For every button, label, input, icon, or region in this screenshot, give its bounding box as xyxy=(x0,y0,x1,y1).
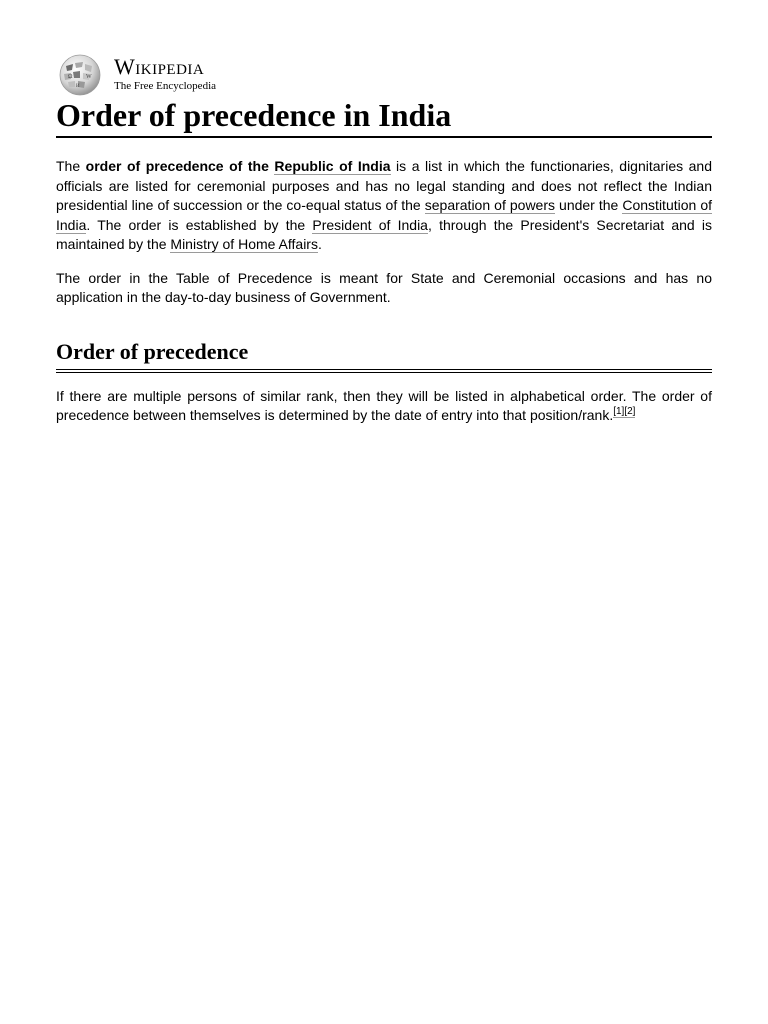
link-republic-of-india[interactable]: Republic of India xyxy=(274,158,391,174)
intro-paragraph xyxy=(56,157,712,255)
second-paragraph: The order in the Table of Precedence is meant for State and Ceremonial occasions and has no application in the day-to-day business of Government. xyxy=(56,269,712,305)
citation-link-2[interactable]: [2] xyxy=(624,406,636,418)
intro-text: , through the President's Secretariat and is maintained by the xyxy=(56,216,713,252)
citation-refs xyxy=(613,406,635,418)
link-separation-of-powers[interactable]: separation of powers xyxy=(424,197,555,213)
intro-text: . xyxy=(317,236,322,252)
svg-text:W: W xyxy=(86,74,92,80)
article-body xyxy=(56,157,712,440)
intro-text: is a list in which the functionaries, dignitaries and officials are listed for ceremonial purposes and has no legal standing and does not reflect the Indian presidential line of succession or the co-equal status of the xyxy=(56,158,713,213)
wikipedia-globe-icon[interactable] xyxy=(56,54,104,96)
site-header xyxy=(56,52,712,98)
intro-bold-term xyxy=(86,158,391,175)
intro-text: . The order is established by the xyxy=(86,216,313,233)
page-title: Order of precedence in India xyxy=(56,96,712,138)
svg-text:Ω: Ω xyxy=(68,74,73,80)
section-paragraph xyxy=(56,387,712,426)
link-ministry-of-home-affairs[interactable]: Ministry of Home Affairs xyxy=(170,236,318,252)
wordmark-tagline: The Free Encyclopedia xyxy=(114,80,217,92)
wordmark[interactable] xyxy=(114,56,216,93)
intro-text: The xyxy=(56,158,86,174)
link-president-of-india[interactable]: President of India xyxy=(312,216,428,233)
section-text: If there are multiple persons of similar rank, then they will be listed in alphabetical order. The order of precedence between themselves is determined by the date of entry into that position/rank. xyxy=(56,387,712,423)
intro-text: under the xyxy=(555,197,623,213)
intro-bold-text: order of precedence of the xyxy=(85,158,275,174)
svg-text:И: И xyxy=(76,84,80,89)
wordmark-title: Wikipedia xyxy=(114,54,205,79)
section-heading: Order of precedence xyxy=(56,338,712,373)
citation-link-1[interactable]: [1] xyxy=(613,406,625,418)
link-constitution-of-india[interactable]: Constitution of India xyxy=(56,197,713,233)
